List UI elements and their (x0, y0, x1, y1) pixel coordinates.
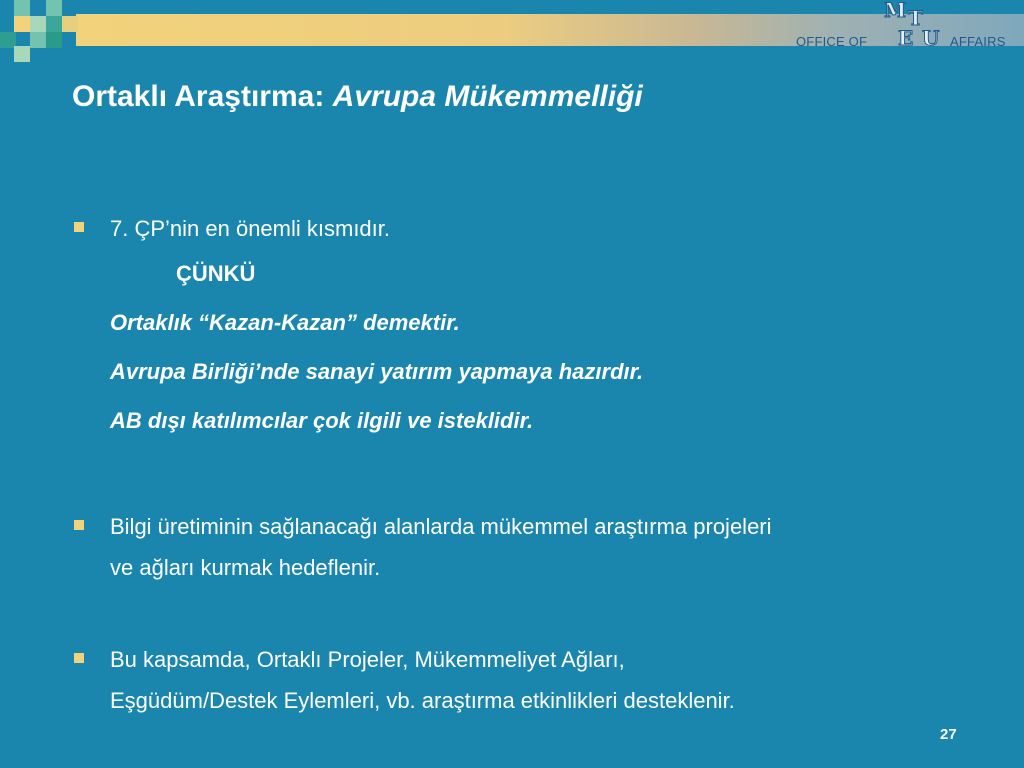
bullet-line: Eşgüdüm/Destek Eylemleri, vb. araştırma etkinlikleri desteklenir. (110, 688, 735, 713)
bullet-line: Bu kapsamda, Ortaklı Projeler, Mükemmeliyet Ağları, (110, 647, 625, 672)
logo-right-text: AFFAIRS (950, 34, 1006, 49)
bullet-text: 7. ÇP’nin en önemli kısmıdır. (110, 216, 391, 241)
sub-line-emphasis: ÇÜNKÜ (176, 261, 256, 286)
logo-letter-e: E (898, 26, 914, 50)
bullet-item (70, 506, 990, 588)
square-bullet-icon (74, 222, 84, 232)
bullet-item (70, 208, 990, 249)
page-number: 27 (940, 726, 957, 743)
bullet-item (70, 639, 990, 721)
sub-line: Ortaklık “Kazan-Kazan” demektir. (110, 310, 460, 335)
bullet-line: Bilgi üretiminin sağlanacağı alanlarda mükemmel araştırma projeleri (110, 514, 772, 539)
title-italic: Avrupa Mükemmelliği (332, 80, 643, 113)
square-bullet-icon (74, 653, 84, 663)
sub-line: Avrupa Birliği’nde sanayi yatırım yapmaya hazırdır. (110, 359, 644, 384)
title-normal: Ortaklı Araştırma: (72, 80, 325, 113)
bullet-line: ve ağları kurmak hedeflenir. (110, 555, 381, 580)
slide-title (72, 80, 643, 114)
office-logo (796, 0, 1024, 56)
logo-letter-t: T (908, 6, 923, 30)
logo-letter-u: U (922, 26, 940, 50)
sub-line: AB dışı katılımcılar çok ilgili ve isteklidir. (110, 408, 534, 433)
slide-content (70, 208, 990, 721)
logo-letter-m: M (884, 0, 907, 22)
logo-left-text: OFFICE OF (796, 34, 868, 49)
square-bullet-icon (74, 520, 84, 530)
